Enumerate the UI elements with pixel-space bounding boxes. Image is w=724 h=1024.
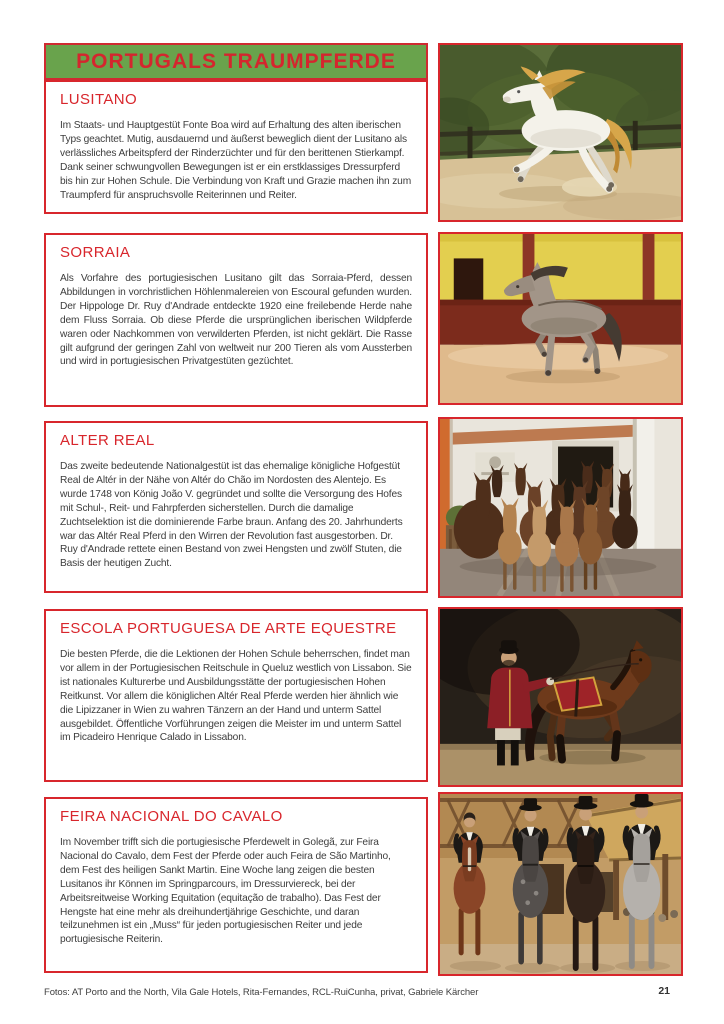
section-body: Das zweite bedeutende Nationalgestüt ist das ehemalige königliche Hofgestüt Real de Altér in der Nähe von Altér do Chão im Nordosten des Alentejo. Es wurde 1748 von König João V. gegründet und sollte die Versorgung des Hofes mit Schul-, Reit- und Fahrpferden sicherstellen. Durch die damalige Zuchtselektion ist die dominierende Farbe braun. Anfang des 20. Jahrhunderts war das Altér Real Pferd in den Wirren der Revolution fast ausgestorben. Dr. Ruy d'Andrade rettete einen Bestand von zwei Hengsten und zwölf Stuten, die Basis der heutigen Zucht. bbox=[60, 461, 403, 570]
section-alter-real bbox=[44, 421, 428, 593]
lusitano-photo bbox=[438, 43, 683, 222]
alter-real-photo bbox=[438, 417, 683, 598]
section-title: SORRAIA bbox=[60, 244, 131, 261]
section-body: Im Staats- und Hauptgestüt Fonte Boa wird auf Erhaltung des alten iberischen Typs geachtet. Mutig, ausdauernd und äußerst beweglich dient der Lusitano als verlässliches Arbeitspferd der Rinderzüchter und für den berittenen Stierkampf. Dank seiner schwungvollen Bewegungen ist er ein erstklassiges Dressurpferd bis hin zur Hohen Schule. Die Verbindung von Kraft und Grazie machen ihn zum Traumpferd für anspruchsvolle Reiterinnen und Reiter. bbox=[60, 120, 412, 201]
section-title: FEIRA NACIONAL DO CAVALO bbox=[60, 808, 283, 825]
title-banner bbox=[44, 43, 428, 80]
lusitano-photo-illustration bbox=[440, 45, 681, 220]
feira-photo-illustration bbox=[440, 794, 681, 974]
escola-photo bbox=[438, 607, 683, 787]
feira-photo bbox=[438, 792, 683, 976]
section-sorraia bbox=[44, 233, 428, 407]
section-title: ALTER REAL bbox=[60, 432, 155, 449]
section-title: ESCOLA PORTUGUESA DE ARTE EQUESTRE bbox=[60, 620, 397, 637]
section-body: Im November trifft sich die portugiesische Pferdewelt in Golegã, zur Feira Nacional do Cavalo, dem Fest der Pferde oder auch Feira de São Martinho, dem Fest des heiligen Sankt Martin. Eine Woche lang zeigen die besten Lusitanos ihr Können im Springparcours, im Dressurviereck, bei der Arbeitsreitweise Working Equitation (equitação de trabalho). Das Fest der Hengste hat eine mehr als dreihundertjährige Geschichte, und daran teilzunehmen ist ein „Muss“ für jeden portugiesischen Reiter und jede portugiesische Reiterin. bbox=[60, 837, 391, 946]
section-lusitano bbox=[44, 80, 428, 214]
section-escola bbox=[44, 609, 428, 782]
sorraia-photo-illustration bbox=[440, 234, 681, 403]
section-title: LUSITANO bbox=[60, 91, 138, 108]
photo-credits: Fotos: AT Porto and the North, Vila Gale Hotels, Rita-Fernandes, RCL-RuiCunha, privat, Gabriele Kärcher bbox=[44, 987, 479, 998]
alter-real-photo-illustration bbox=[440, 419, 681, 596]
section-body: Als Vorfahre des portugiesischen Lusitano gilt das Sorraia-Pferd, dessen Abbildungen in vorchristlichen Höhlenmalereien von Escoural gefunden wurden. Der Hippologe Dr. Ruy d'Andrade entdeckte 1920 eine freilebende Herde nahe dem Fluss Sorraia. Ob diese Pferde die ursprünglichen iberischen Wildpferde waren oder Nachkommen von verwilderten Pferden, ist nicht geklärt. Die Rasse gilt aufgrund der geringen Zahl von weltweit nur 200 Tieren als vom Aussterben und wird in portugiesischen Privatgestüten gezüchtet. bbox=[60, 273, 412, 368]
section-body: Die besten Pferde, die die Lektionen der Hohen Schule beherrschen, findet man vor allem in der Portugiesischen Reitschule in Queluz westlich von Lissabon. Sie ist nationales Kulturerbe und Ausbildungsstätte der portugiesischen Hohen Reitkunst. Vor allem die königlichen Altér Real Pferde werden hier ähnlich wie die Lipizzaner in Wien zu wahren Tänzern an der Hand und unterm Sattel ausgebildet. Öffentliche Vorführungen zeigen die Meister im und unterm Sattel im Picadeiro Henrique Calado in Lissabon. bbox=[60, 649, 412, 744]
section-feira bbox=[44, 797, 428, 973]
sand-ground bbox=[440, 148, 681, 220]
escola-photo-illustration bbox=[440, 609, 681, 785]
page-title: PORTUGALS TRAUMPFERDE bbox=[76, 49, 396, 73]
sorraia-photo bbox=[438, 232, 683, 405]
page-number: 21 bbox=[658, 985, 670, 997]
